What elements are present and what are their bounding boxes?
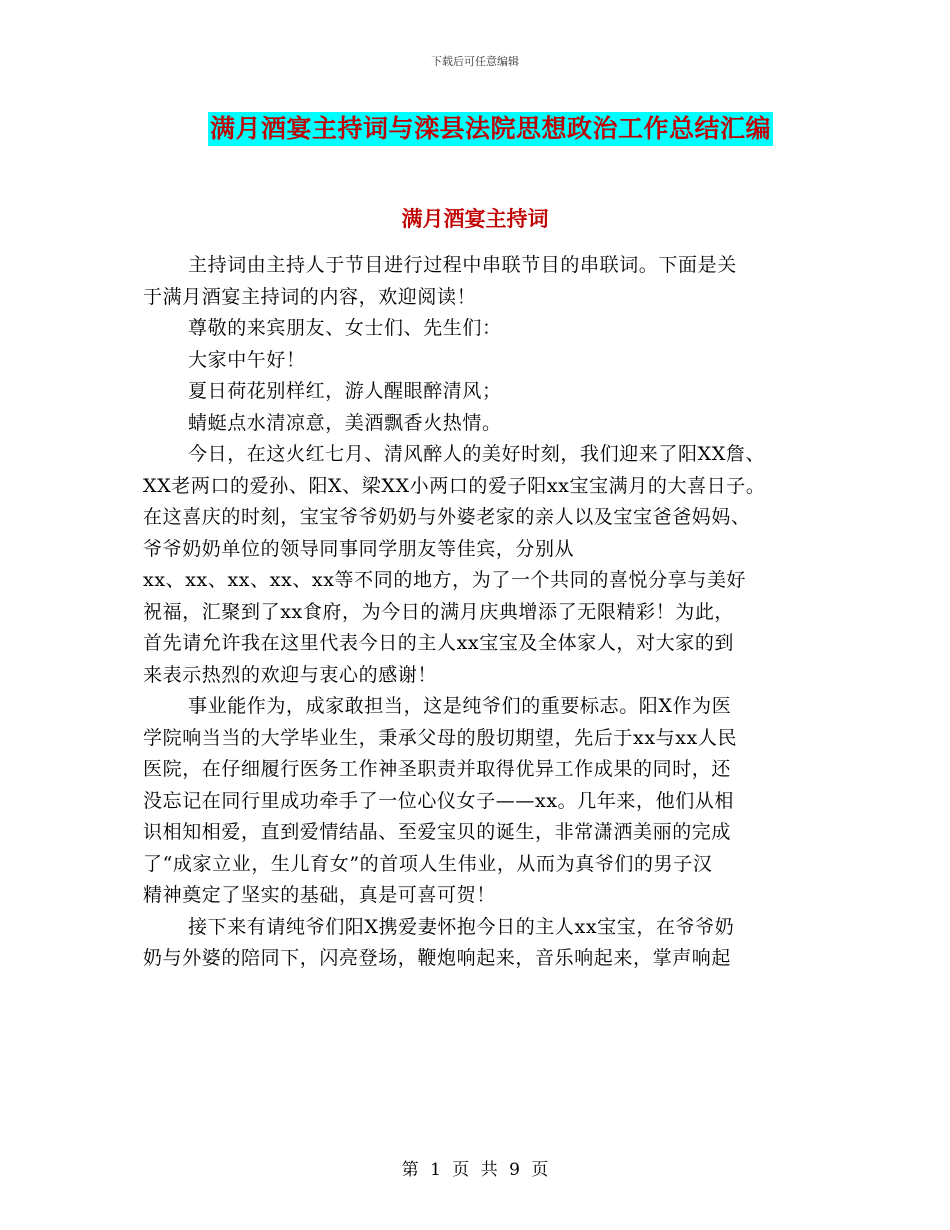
- text-line: 学院响当当的大学毕业生，秉承父母的殷切期望，先后于xx与xx人民: [143, 726, 738, 749]
- body-text: [143, 250, 815, 975]
- header-note: 下载后可任意编辑: [431, 55, 519, 68]
- text-line: xx、xx、xx、xx、xx等不同的地方，为了一个共同的喜悦分享与美好: [143, 569, 747, 591]
- text-line: 医院，在仔细履行医务工作神圣职责并取得优异工作成果的同时，还: [143, 758, 732, 780]
- text-line: 了“成家立业，生儿育女”的首项人生伟业，从而为真爷们的男子汉: [143, 852, 713, 875]
- text-line: 于满月酒宴主持词的内容，欢迎阅读！: [143, 285, 477, 308]
- page-footer: 第 1 页 共 9 页: [401, 1160, 549, 1180]
- text-line: 识相知相爱，直到爱情结晶、至爱宝贝的诞生，非常潇洒美丽的完成: [143, 821, 732, 843]
- text-line: 首先请允许我在这里代表今日的主人xx宝宝及全体家人，对大家的到: [143, 632, 735, 654]
- text-line: 没忘记在同行里成功牵手了一位心仪女子——xx。几年来，他们从相: [143, 789, 735, 812]
- document-title: 满月酒宴主持词与滦县法院思想政治工作总结汇编: [208, 112, 773, 146]
- text-line: 来表示热烈的欢迎与衷心的感谢！: [143, 663, 438, 686]
- text-line: 蜻蜓点水清凉意，美酒飘香火热情。: [188, 411, 502, 434]
- text-line: 接下来有请纯爷们阳X携爱妻怀抱今日的主人xx宝宝，在爷爷奶: [188, 915, 735, 938]
- text-line: 在这喜庆的时刻，宝宝爷爷奶奶与外婆老家的亲人以及宝宝爸爸妈妈、: [143, 506, 751, 528]
- text-line: 大家中午好！: [188, 348, 306, 371]
- text-line: 奶与外婆的陪同下，闪亮登场，鞭炮响起来，音乐响起来，掌声响起: [143, 947, 732, 969]
- text-line: 事业能作为，成家敢担当，这是纯爷们的重要标志。阳X作为医: [188, 695, 732, 717]
- text-line: 尊敬的来宾朋友、女士们、先生们：: [188, 317, 502, 339]
- text-line: 主持词由主持人于节目进行过程中串联节目的串联词。下面是关: [188, 254, 737, 276]
- text-line: 夏日荷花别样红，游人醒眼醉清风；: [188, 380, 502, 402]
- text-line: XX老两口的爱孙、阳X、梁XX小两口的爱子阳xx宝宝满月的大喜日子。: [143, 474, 766, 497]
- text-line: 精神奠定了坚实的基础，真是可喜可贺！: [143, 884, 496, 906]
- text-line: 爷爷奶奶单位的领导同事同学朋友等佳宾，分别从: [143, 537, 575, 560]
- text-line: 今日，在这火红七月、清风醉人的美好时刻，我们迎来了阳XX詹、: [188, 443, 766, 465]
- text-line: 祝福，汇聚到了xx食府，为今日的满月庆典增添了无限精彩！为此，: [143, 600, 735, 623]
- section-title: 满月酒宴主持词: [401, 206, 549, 231]
